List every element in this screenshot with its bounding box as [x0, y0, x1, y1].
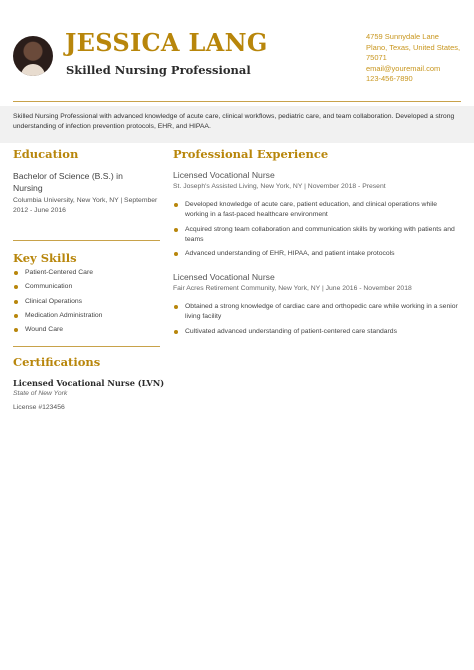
contact-zip: 75071 — [366, 53, 387, 63]
education-degree: Bachelor of Science (B.S.) in Nursing — [13, 171, 123, 193]
list-item: Patient-Centered Care — [13, 268, 102, 282]
skills-divider — [13, 346, 160, 347]
experience-heading: Professional Experience — [173, 147, 329, 161]
resume-header — [0, 0, 474, 102]
job-bullets — [173, 200, 458, 264]
list-item: Clinical Operations — [13, 297, 102, 311]
certification-state: State of New York — [13, 390, 68, 397]
job-title: Licensed Vocational Nurse — [173, 170, 275, 180]
skills-list — [13, 268, 102, 339]
contact-phone[interactable]: 123-456-7890 — [366, 74, 413, 84]
education-school: Columbia University, New York, NY | September 2012 - June 2016 — [13, 197, 158, 214]
contact-city: Plano, Texas, United States, — [366, 42, 461, 52]
job-title: Licensed Vocational Nurse — [173, 272, 275, 282]
contact-street: 4759 Sunnydale Lane — [366, 32, 439, 41]
list-item: Wound Care — [13, 325, 102, 339]
certification-name: Licensed Vocational Nurse (LVN) — [13, 378, 165, 388]
job-meta: St. Joseph's Assisted Living, New York, NY | November 2018 - Present — [173, 183, 386, 190]
certification-license: License #123456 — [13, 404, 65, 411]
list-item: Communication — [13, 282, 102, 296]
header-divider — [13, 101, 461, 102]
candidate-title: Skilled Nursing Professional — [66, 63, 251, 77]
list-item: Medication Administration — [13, 311, 102, 325]
list-item: Advanced understanding of EHR, HIPAA, and patient intake protocols — [173, 249, 458, 259]
certifications-heading: Certifications — [13, 355, 101, 369]
job-meta: Fair Acres Retirement Community, New York, NY | June 2016 - November 2018 — [173, 285, 412, 292]
education-heading: Education — [13, 147, 79, 161]
education-divider — [13, 240, 160, 241]
list-item: Obtained a strong knowledge of cardiac care and orthopedic care while working in a senior living facility — [173, 302, 458, 322]
list-item: Cultivated advanced understanding of patient-centered care standards — [173, 327, 458, 337]
list-item: Developed knowledge of acute care, patient education, and clinical operations while working in a fast-paced healthcare environment — [173, 200, 458, 220]
professional-summary: Skilled Nursing Professional with advanced knowledge of acute care, clinical workflows, pediatric care, and team collaboration. Developed a strong understanding of infection prevention protocols, EHR, and HIPAA. — [13, 113, 455, 130]
profile-photo-avatar — [13, 36, 53, 76]
list-item: Acquired strong team collaboration and communication skills by working with patients and teams — [173, 225, 458, 245]
contact-email[interactable]: email@youremail.com — [366, 63, 441, 73]
candidate-name: JESSICA LANG — [65, 28, 268, 57]
job-bullets — [173, 302, 458, 341]
skills-heading: Key Skills — [13, 251, 77, 265]
contact-block — [366, 32, 460, 85]
